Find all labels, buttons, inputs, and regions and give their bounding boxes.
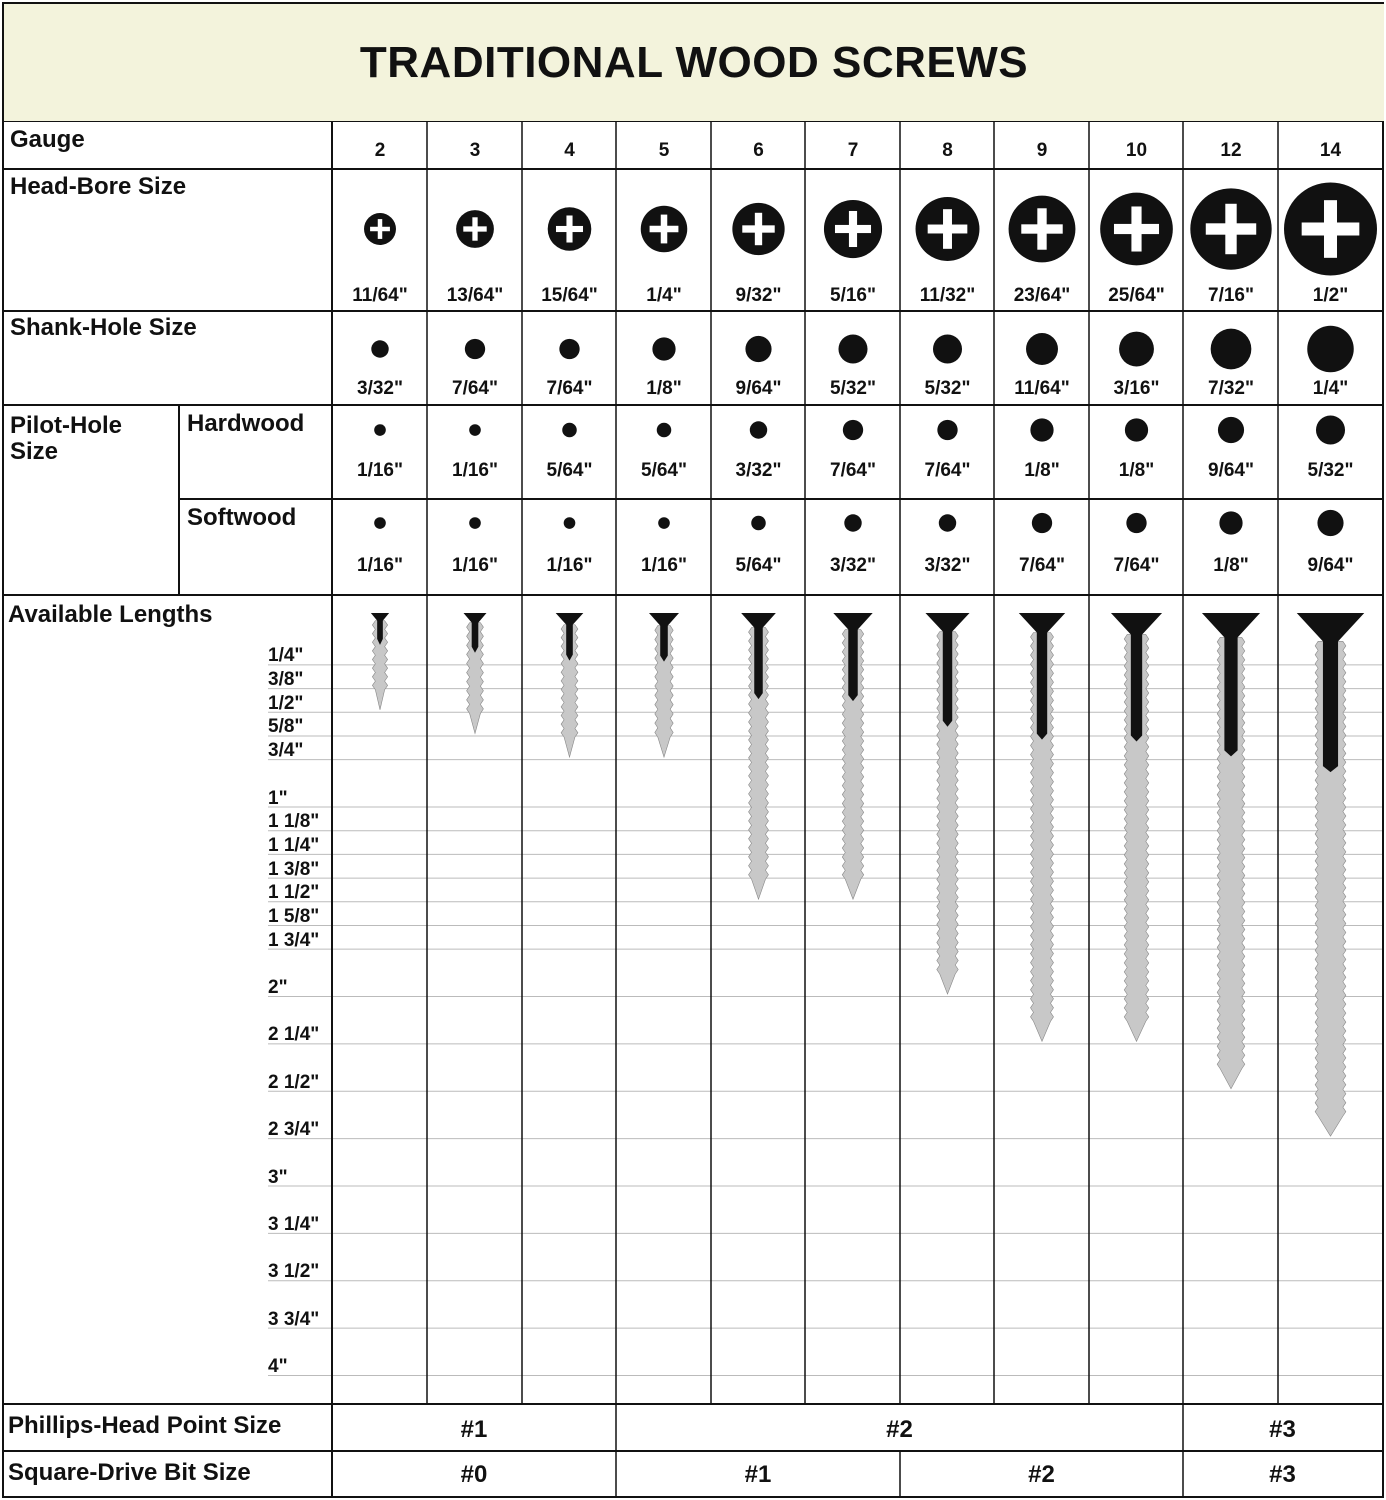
gauge-value: 10 xyxy=(1125,140,1148,161)
chart-title: TRADITIONAL WOOD SCREWS xyxy=(4,4,1384,121)
length-tick-label: 5/8" xyxy=(268,716,304,738)
pilot-softwood-value: 1/16" xyxy=(357,555,403,576)
pilot-softwood-value: 7/64" xyxy=(1019,555,1065,576)
gauge-value: 7 xyxy=(847,140,859,161)
head-bore-value: 7/16" xyxy=(1208,285,1254,306)
head-bore-value: 1/4" xyxy=(646,285,682,306)
shank-hole-value: 3/32" xyxy=(357,378,403,399)
length-tick-label: 1 5/8" xyxy=(268,905,320,927)
length-tick-label: 3/8" xyxy=(268,669,304,691)
softwood-label: Softwood xyxy=(187,504,297,531)
length-tick-label: 1/2" xyxy=(268,692,304,714)
length-tick-label: 3 3/4" xyxy=(268,1308,320,1330)
pilot-hole-label: Pilot-Hole Size xyxy=(10,412,122,465)
phillips-size-value: #1 xyxy=(460,1416,488,1443)
square-drive-size-value: #0 xyxy=(460,1461,488,1488)
head-bore-value: 5/16" xyxy=(830,285,876,306)
head-bore-value: 9/32" xyxy=(735,285,782,306)
length-tick-label: 1 1/8" xyxy=(268,811,320,833)
length-tick-label: 1 1/4" xyxy=(268,834,320,856)
shank-hole-value: 9/64" xyxy=(735,378,782,399)
length-tick-label: 3" xyxy=(268,1166,288,1188)
pilot-softwood-value: 3/32" xyxy=(830,555,876,576)
shank-hole-value: 7/32" xyxy=(1208,378,1254,399)
head-bore-value: 11/32" xyxy=(919,285,976,306)
pilot-softwood-value: 3/32" xyxy=(924,555,971,576)
head-bore-label: Head-Bore Size xyxy=(10,173,187,200)
pilot-softwood-value: 9/64" xyxy=(1307,555,1354,576)
available-lengths-label: Available Lengths xyxy=(8,601,213,628)
pilot-softwood-value: 1/16" xyxy=(546,555,593,576)
length-tick-label: 2 1/4" xyxy=(268,1024,320,1046)
phillips-size-value: #3 xyxy=(1269,1416,1296,1443)
shank-hole-value: 1/8" xyxy=(646,378,682,399)
shank-hole-value: 5/32" xyxy=(924,378,971,399)
shank-hole-value: 7/64" xyxy=(546,378,593,399)
square-drive-size-value: #3 xyxy=(1269,1461,1296,1488)
pilot-hardwood-value: 5/32" xyxy=(1307,460,1354,481)
gauge-label: Gauge xyxy=(10,126,85,153)
length-tick-label: 1 3/8" xyxy=(268,858,320,880)
gauge-value: 12 xyxy=(1220,140,1242,161)
hardwood-label: Hardwood xyxy=(187,410,305,437)
length-tick-label: 3 1/2" xyxy=(268,1261,320,1283)
shank-hole-value: 1/4" xyxy=(1312,378,1349,399)
phillips-size-value: #2 xyxy=(886,1416,913,1443)
pilot-hardwood-value: 3/32" xyxy=(735,460,782,481)
length-tick-label: 1/4" xyxy=(268,645,304,667)
shank-hole-value: 3/16" xyxy=(1113,378,1160,399)
gauge-value: 6 xyxy=(753,140,764,161)
pilot-hardwood-value: 1/16" xyxy=(452,460,498,481)
gauge-value: 8 xyxy=(942,140,953,161)
pilot-softwood-value: 5/64" xyxy=(735,555,782,576)
length-tick-label: 3/4" xyxy=(268,740,304,762)
gauge-value: 5 xyxy=(658,140,670,161)
head-bore-value: 13/64" xyxy=(446,285,504,306)
length-tick-label: 4" xyxy=(268,1356,288,1377)
gauge-value: 2 xyxy=(374,140,386,161)
pilot-softwood-value: 1/8" xyxy=(1213,555,1249,576)
length-tick-label: 2" xyxy=(268,977,288,998)
pilot-hardwood-value: 1/8" xyxy=(1118,460,1155,481)
pilot-hardwood-value: 5/64" xyxy=(641,460,687,481)
gauge-value: 14 xyxy=(1319,140,1342,161)
head-bore-value: 15/64" xyxy=(541,285,598,306)
shank-hole-value: 11/64" xyxy=(1014,378,1070,399)
gauge-value: 9 xyxy=(1036,140,1048,161)
head-bore-value: 25/64" xyxy=(1108,285,1165,306)
shank-hole-label: Shank-Hole Size xyxy=(10,314,197,341)
square-drive-size-value: #1 xyxy=(744,1461,772,1488)
phillips-label: Phillips-Head Point Size xyxy=(8,1412,282,1439)
length-tick-label: 1 3/4" xyxy=(268,929,320,951)
length-tick-label: 2 3/4" xyxy=(268,1119,320,1141)
gauge-value: 4 xyxy=(564,140,575,161)
shank-hole-value: 7/64" xyxy=(452,378,498,399)
square-drive-size-value: #2 xyxy=(1028,1461,1055,1488)
pilot-hardwood-value: 1/8" xyxy=(1024,460,1060,481)
pilot-hardwood-value: 7/64" xyxy=(830,460,876,481)
square-drive-label: Square-Drive Bit Size xyxy=(8,1459,251,1486)
head-bore-value: 23/64" xyxy=(1013,285,1071,306)
pilot-softwood-value: 1/16" xyxy=(452,555,498,576)
gauge-value: 3 xyxy=(469,140,481,161)
length-tick-label: 2 1/2" xyxy=(268,1071,320,1093)
pilot-softwood-value: 1/16" xyxy=(641,555,687,576)
pilot-hardwood-value: 9/64" xyxy=(1208,460,1254,481)
shank-hole-value: 5/32" xyxy=(830,378,876,399)
length-tick-label: 1" xyxy=(268,787,288,809)
pilot-hardwood-value: 7/64" xyxy=(924,460,971,481)
pilot-hardwood-value: 5/64" xyxy=(546,460,593,481)
pilot-softwood-value: 7/64" xyxy=(1113,555,1160,576)
head-bore-value: 11/64" xyxy=(352,285,408,306)
head-bore-value: 1/2" xyxy=(1312,285,1349,306)
pilot-hardwood-value: 1/16" xyxy=(357,460,403,481)
length-tick-label: 3 1/4" xyxy=(268,1213,320,1235)
length-tick-label: 1 1/2" xyxy=(268,882,320,904)
